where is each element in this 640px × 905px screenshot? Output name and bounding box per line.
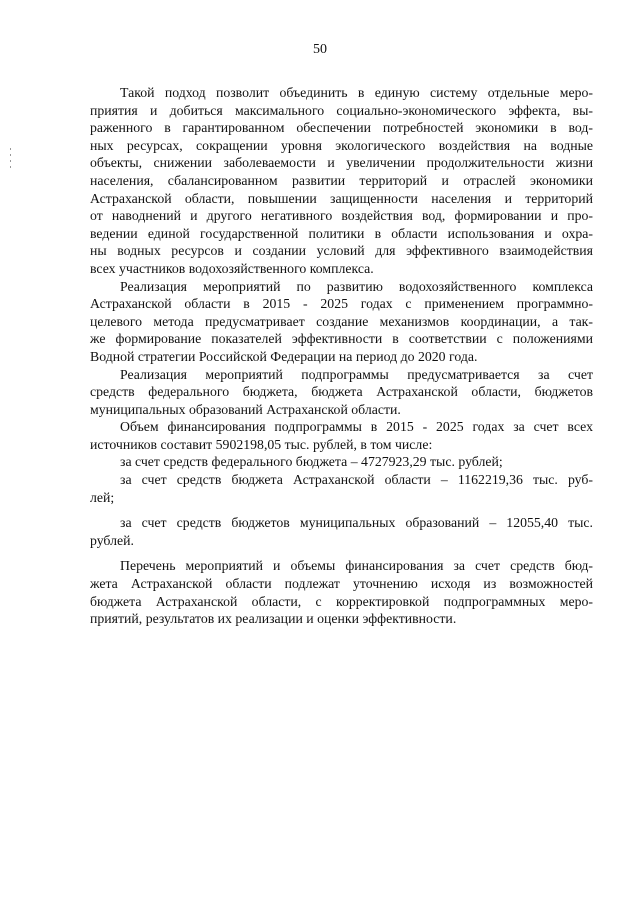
text-line: Реализация мероприятий подпрограммы предусматривается за счет [120,366,593,382]
text-line: Реализация мероприятий по развитию водохозяйственного комплекса [120,278,593,294]
paragraph-funding-regional [90,471,593,506]
document-body [90,84,593,628]
text-line: всех участников водохозяйственного комплекса. [90,260,374,276]
text-line: ведении единой государственной политики в области использования и охра- [90,225,593,241]
text-line: же формирование показателей эффективности в соответствии с положениями [90,331,593,347]
text-line: средств федерального бюджета, бюджета Астраханской области, бюджетов [90,384,593,400]
scan-mark-left-3 [10,160,11,162]
paragraph-funding-municipal [90,514,593,549]
text-line: Объем финансирования подпрограммы в 2015 - 2025 годах за счет всех [120,419,593,435]
text-line: Перечень мероприятий и объемы финансирования за счет средств бюд- [120,558,593,574]
text-line: от наводнений и другого негативного воздействия вод, формировании и про- [90,208,593,224]
text-line: населения, сбалансированном развитии территорий и отраслей экономики [90,172,593,188]
text-line: за счет средств бюджетов муниципальных образований – 12055,40 тыс. [120,515,593,531]
paragraph-gap [90,506,593,514]
text-line: ных ресурсах, сокращении уровня экологического воздействия на водные [90,137,593,153]
paragraph-funding-sources [90,366,593,419]
paragraph-funding-federal [90,453,593,471]
paragraph-program-method [90,278,593,366]
paragraph-funding-total [90,418,593,453]
text-line: целевого метода предусматривает создание механизмов координации, а так- [90,313,593,329]
text-line: муниципальных образований Астраханской области. [90,401,401,417]
text-line: рублей. [90,532,134,548]
text-line: Водной стратегии Российской Федерации на период до 2020 года. [90,348,478,364]
scan-mark-left-4 [10,166,11,168]
scan-mark-left-1 [10,148,11,150]
page-number: 50 [313,42,327,57]
text-line: приятия и добиться максимального социально-экономического эффекта, вы- [90,102,593,118]
text-line: за счет средств бюджета Астраханской области – 1162219,36 тыс. руб- [120,472,593,488]
text-line: Астраханской области в 2015 - 2025 годах с применением программно- [90,296,593,312]
text-line: Такой подход позволит объединить в единую систему отдельные меро- [120,85,593,100]
text-line: жета Астраханской области подлежат уточнению исходя из возможностей [90,576,593,592]
text-line: бюджета Астраханской области, с корректировкой подпрограммных меро- [90,593,593,609]
paragraph-gap [90,549,593,557]
text-line: лей; [90,489,115,505]
text-line: приятий, результатов их реализации и оценки эффективности. [90,611,457,627]
text-line: объекты, снижении заболеваемости и увеличении продолжительности жизни [90,155,593,171]
paragraph-clarification [90,557,593,627]
text-line: ны водных ресурсов и создании условий для эффективного взаимодействия [90,243,593,259]
scan-mark-left-2 [10,154,11,156]
paragraph-approach [90,84,593,278]
text-line: источников составит 5902198,05 тыс. рублей, в том числе: [90,436,433,452]
text-line: Астраханской области, повышении защищенности населения и территорий [90,190,593,206]
text-line: раженного в гарантированном обеспечении потребностей экономики в вод- [90,120,593,136]
text-line: за счет средств федерального бюджета – 4727923,29 тыс. рублей; [120,454,503,470]
